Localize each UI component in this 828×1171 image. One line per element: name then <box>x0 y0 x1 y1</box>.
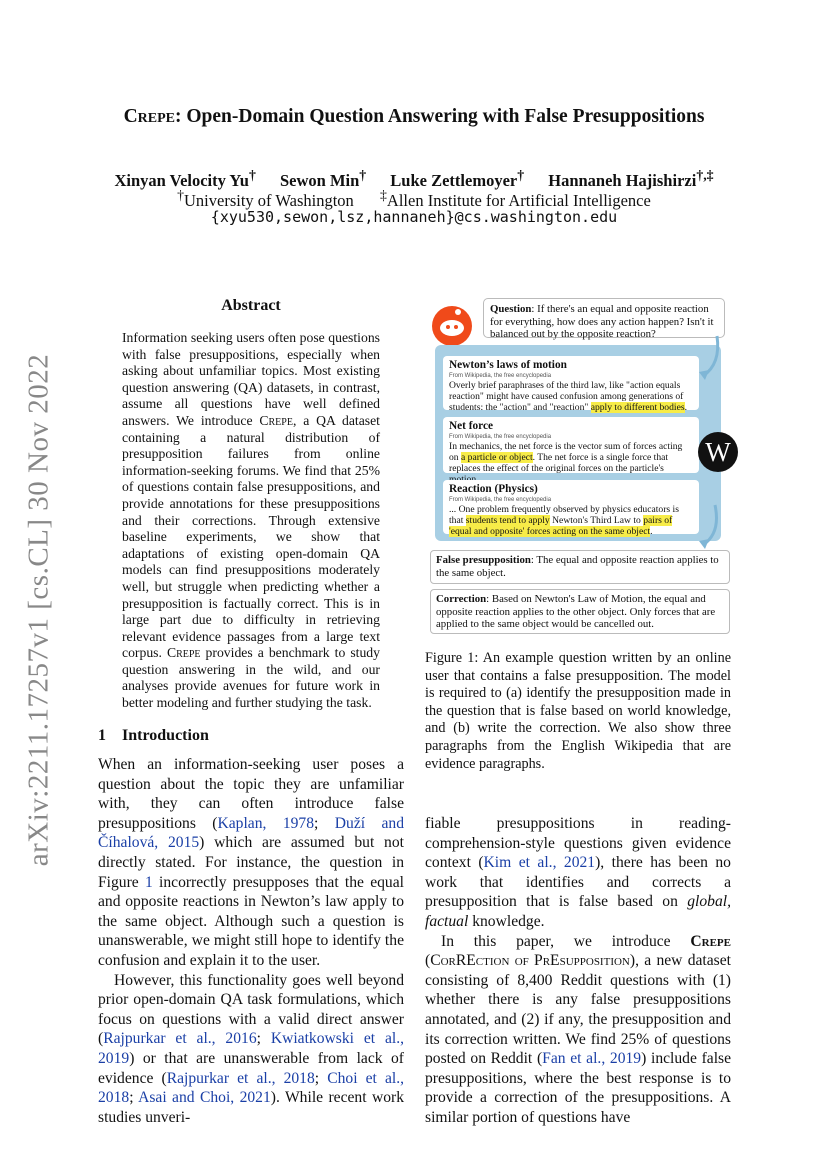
paragraph: In this paper, we introduce Crepe (CorREction of PrEsupposition), a new dataset consisting of 8,400 Reddit questions with (1) whether there is any false presuppositions annotated, and (2) if any, the presupposition and its correction written. We find 25% of questions posted on Reddit (Fan et al., 2019) include false presuppositions, where the best response is to provide a correction of the presuppositions. A similar portion of questions have <box>425 932 732 1126</box>
figure-caption: Figure 1: An example question written by an online user that contains a false presupposition. The model is required to (a) identify the presupposition made in the question that is false based on world knowledge, and (b) write the correction. We also show three paragraphs from the English Wikipedia that are evidence paragraphs. <box>425 650 731 772</box>
wikipedia-evidence-panel <box>435 345 721 541</box>
paragraph: However, this functionality goes well beyond prior open-domain QA task formulations, which focus on questions with a valid direct answer (Rajpurkar et al., 2016; Kwiatkowski et al., 2019) or that are unanswerable from lack of evidence (Rajpurkar et al., 2018; Choi et al., 2018; Asai and Choi, 2021). While recent work studies unveri- <box>98 971 405 1126</box>
passage-newtons-laws: Newton’s laws of motion From Wikipedia, the free encyclopedia Overly brief paraphrases of the third law, like "action equals reaction" might have caused confusion among generations of students: the "action" and "reaction" apply to different bodies. <box>443 356 699 410</box>
citation-link[interactable]: Fan et al., 2019 <box>542 1050 642 1068</box>
arxiv-id-text: arXiv:2211.17257v1 [cs.CL] 30 Nov 2022 <box>22 353 55 867</box>
citation-link[interactable]: Rajpurkar et al., 2018 <box>166 1069 315 1087</box>
citation-link[interactable]: Kwiatkowski et al., 2019 <box>98 1030 405 1067</box>
affiliations <box>0 187 828 211</box>
arxiv-margin-id <box>14 353 64 867</box>
section-heading: 1 Introduction <box>98 727 209 744</box>
paragraph: fiable presuppositions in reading-comprehension-style questions given evidence context (Kim et al., 2021), there has been no work that identifies and corrects a presupposition that is false based on global, factual knowledge. <box>425 815 731 930</box>
citation-link[interactable]: Duží and Číhalová, 2015 <box>98 814 405 852</box>
correction-box: Correction: Based on Newton's Law of Motion, the equal and opposite reaction applies to the other object. Only forces that are applied to the same object would be cancelled out. <box>430 589 730 634</box>
figure-1 <box>425 298 735 638</box>
citation-link[interactable]: Choi et al., 2018 <box>98 1069 404 1107</box>
citation-link[interactable]: Asai and Choi, 2021 <box>138 1089 271 1107</box>
author: Xinyan Velocity Yu† <box>114 167 256 190</box>
affiliation: †University of Washington <box>177 187 354 210</box>
author-emails: {xyu530,sewon,lsz,hannaneh}@cs.washington.edu <box>210 208 618 226</box>
author: Luke Zettlemoyer† <box>390 167 525 190</box>
arrow-icon <box>695 503 725 553</box>
title-rest: : Open-Domain Question Answering with False Presuppositions <box>174 106 705 127</box>
intro-column-right <box>425 814 731 1128</box>
citation-link[interactable]: Kim et al., 2021 <box>483 854 596 872</box>
false-presupposition-box: False presupposition: The equal and opposite reaction applies to the same object. <box>430 550 730 584</box>
citation-link[interactable]: Kaplan, 1978 <box>217 814 315 832</box>
abstract-heading: Abstract <box>221 297 281 314</box>
paper-title <box>0 106 828 128</box>
citation-link[interactable]: Rajpurkar et al., 2016 <box>103 1030 257 1048</box>
affiliation: ‡Allen Institute for Artificial Intelligence <box>380 187 651 210</box>
paragraph: When an information-seeking user poses a question about the topic they are unfamiliar with, they can often introduce false presuppositions (Kaplan, 1978; Duží and Číhalová, 2015) which are assumed but not directly stated. For instance, the question in Figure 1 incorrectly presupposes that the equal and opposite reactions in Newton’s law apply to the same object. Although such a question is unanswerable, we might still hope to identify the confusion and explain it to the user. <box>98 756 405 969</box>
abstract-body: Information seeking users often pose questions with false presuppositions, especially when asking about unfamiliar topics. Most existing question answering (QA) datasets, in contrast, assume all questions have well defined answers. We introduce Crepe, a QA dataset containing a natural distribution of presupposition failures from online information-seeking forums. We find that 25% of questions contain false presuppositions, and provide annotations for these presuppositions and their corrections. Through extensive baseline experiments, we show that adaptations of existing open-domain QA models can find presuppositions moderately well, but struggle when predicting whether a presupposition is factually correct. This is in large part due to difficulty in retrieving relevant evidence passages from a large text corpus. Crepe provides a benchmark to study question answering in the wild, and our analyses provide avenues for future work in better modeling and further studying the task. <box>122 330 380 711</box>
question-box: Question: If there's an equal and opposite reaction for everything, how does any action happen? Isn't it balanced out by the opposite reaction? <box>483 298 725 338</box>
author: Hannaneh Hajishirzi†,‡ <box>548 167 714 190</box>
intro-column-left <box>98 755 404 1127</box>
author: Sewon Min† <box>279 167 367 190</box>
title-name: Crepe <box>123 106 175 127</box>
reddit-icon <box>432 306 472 346</box>
wikipedia-logo-icon: W <box>698 432 738 472</box>
figure-ref-link[interactable]: 1 <box>144 873 153 891</box>
passage-reaction-physics: Reaction (Physics) From Wikipedia, the free encyclopedia ... One problem frequently observed by physics educators is that students tend to apply Newton's Third Law to pairs of 'equal and opposite' forces acting on the same object. <box>443 480 699 534</box>
passage-net-force: Net force From Wikipedia, the free encyclopedia In mechanics, the net force is the vector sum of forces acting on a particle or object. The net force is a single force that replaces the effect of the original forces on the particle's <box>443 417 699 473</box>
arrow-icon <box>695 334 725 384</box>
